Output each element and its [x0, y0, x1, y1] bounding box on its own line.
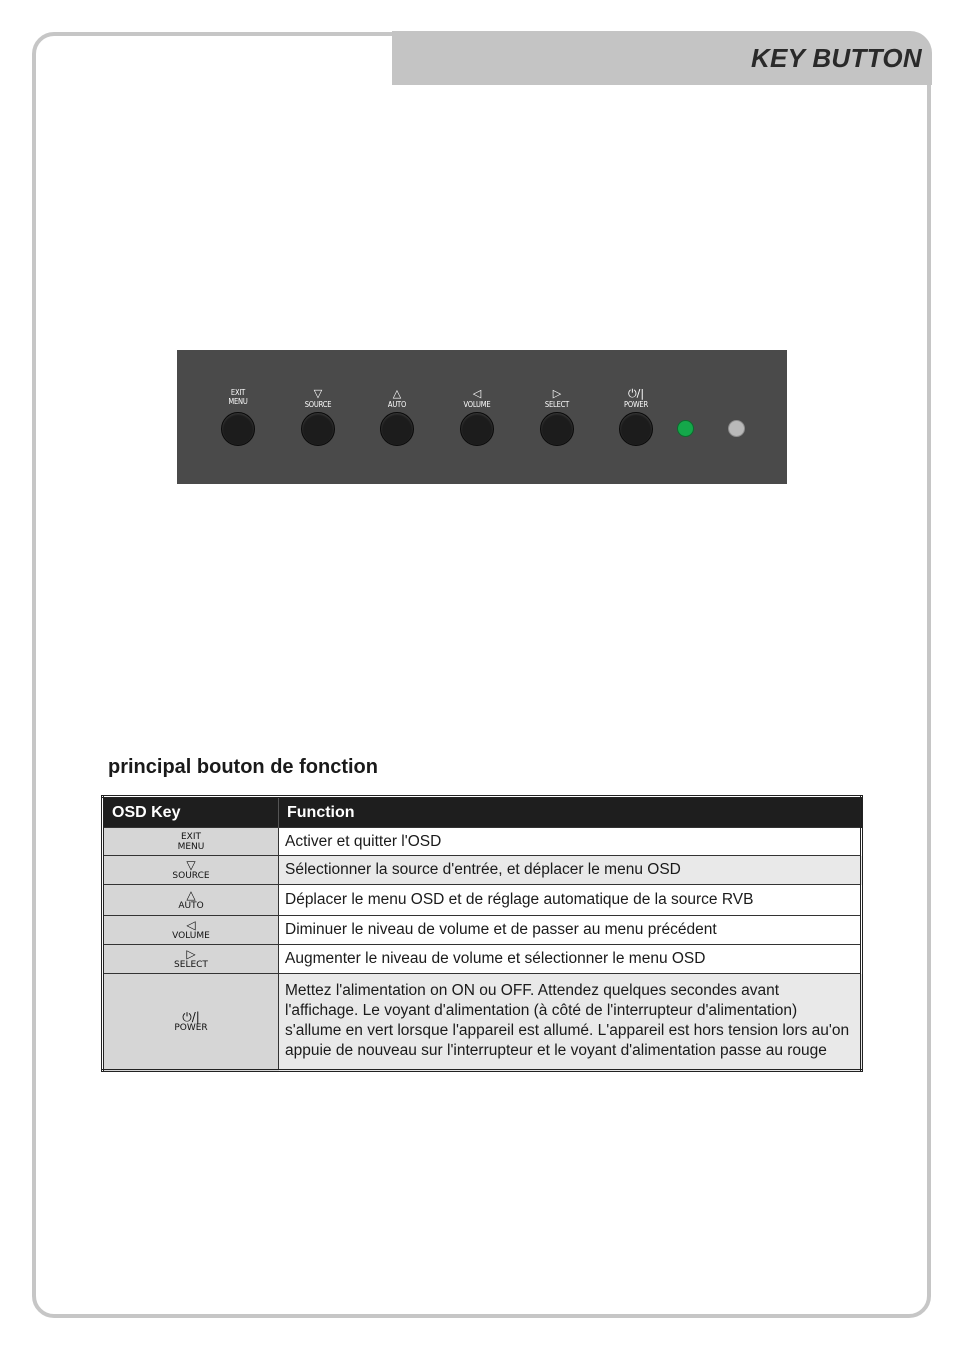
triangle-right-icon: ▷	[552, 387, 562, 400]
triangle-up-icon: △	[392, 387, 402, 400]
control-panel	[177, 350, 787, 484]
header-osd-key: OSD Key	[103, 797, 279, 828]
key-label: MENU	[228, 397, 248, 406]
function-text: Augmenter le niveau de volume et sélectionner le menu OSD	[279, 945, 862, 974]
sensor-led-gray	[728, 420, 745, 437]
key-label: VOLUME	[172, 931, 210, 941]
key-label: SELECT	[174, 960, 208, 970]
key-cell-menu	[103, 828, 279, 856]
triangle-right-icon: ▷	[186, 947, 196, 961]
key-label: POWER	[174, 1022, 208, 1033]
table-header-row	[103, 797, 862, 828]
table-row	[103, 916, 862, 945]
header-band	[392, 31, 932, 85]
key-label: VOLUME	[463, 400, 491, 409]
panel-key-select	[527, 388, 587, 409]
key-label-top: EXIT	[230, 388, 246, 397]
function-text: Déplacer le menu OSD et de réglage automatique de la source RVB	[279, 885, 862, 916]
panel-key-source	[288, 388, 348, 409]
triangle-up-icon: △	[186, 888, 196, 902]
header-function: Function	[279, 797, 862, 828]
key-label: MENU	[177, 841, 205, 852]
power-icon: ⏻/|	[182, 1009, 200, 1024]
key-cell-auto	[103, 885, 279, 916]
triangle-down-icon: ▽	[313, 387, 323, 400]
key-label: AUTO	[178, 901, 204, 911]
osd-key-table	[101, 795, 863, 1072]
table-row	[103, 945, 862, 974]
table-row	[103, 885, 862, 916]
select-button[interactable]	[540, 412, 574, 446]
source-button[interactable]	[301, 412, 335, 446]
panel-key-menu	[208, 388, 268, 406]
page-frame	[32, 32, 931, 1318]
triangle-left-icon: ◁	[472, 387, 482, 400]
auto-button[interactable]	[380, 412, 414, 446]
volume-button[interactable]	[460, 412, 494, 446]
power-icon: ⏻/|	[627, 387, 645, 400]
key-label: SOURCE	[304, 400, 332, 409]
section-heading: principal bouton de fonction	[108, 756, 378, 778]
power-led-green	[677, 420, 694, 437]
function-text: Sélectionner la source d'entrée, et déplacer le menu OSD	[279, 856, 862, 885]
key-cell-source	[103, 856, 279, 885]
panel-key-power	[606, 388, 666, 409]
panel-key-volume	[447, 388, 507, 409]
key-cell-volume	[103, 916, 279, 945]
table-row	[103, 856, 862, 885]
key-label: SOURCE	[172, 871, 210, 881]
triangle-left-icon: ◁	[186, 918, 196, 932]
page-title: KEY BUTTON	[750, 43, 922, 73]
table-row	[103, 828, 862, 856]
panel-key-auto	[367, 388, 427, 409]
key-label: AUTO	[387, 400, 407, 409]
key-cell-power	[103, 974, 279, 1071]
function-text: Activer et quitter l'OSD	[279, 828, 862, 856]
table-row	[103, 974, 862, 1071]
power-button[interactable]	[619, 412, 653, 446]
key-cell-select	[103, 945, 279, 974]
menu-button[interactable]	[221, 412, 255, 446]
function-text: Mettez l'alimentation on ON ou OFF. Attendez quelques secondes avant l'affichage. Le voyant d'alimentation (à côté de l'interrupteur d'alimentation) s'allume en vert lorsque l'appareil est allumé. L'appareil est hors tension lors au'on appuie de nouveau sur l'interrupteur et le voyant d'alimentation passe au rouge	[279, 974, 862, 1071]
function-text: Diminuer le niveau de volume et de passer au menu précédent	[279, 916, 862, 945]
key-label: SELECT	[544, 400, 570, 409]
key-label: POWER	[623, 400, 648, 409]
triangle-down-icon: ▽	[186, 858, 196, 872]
key-label-top: EXIT	[180, 831, 201, 842]
